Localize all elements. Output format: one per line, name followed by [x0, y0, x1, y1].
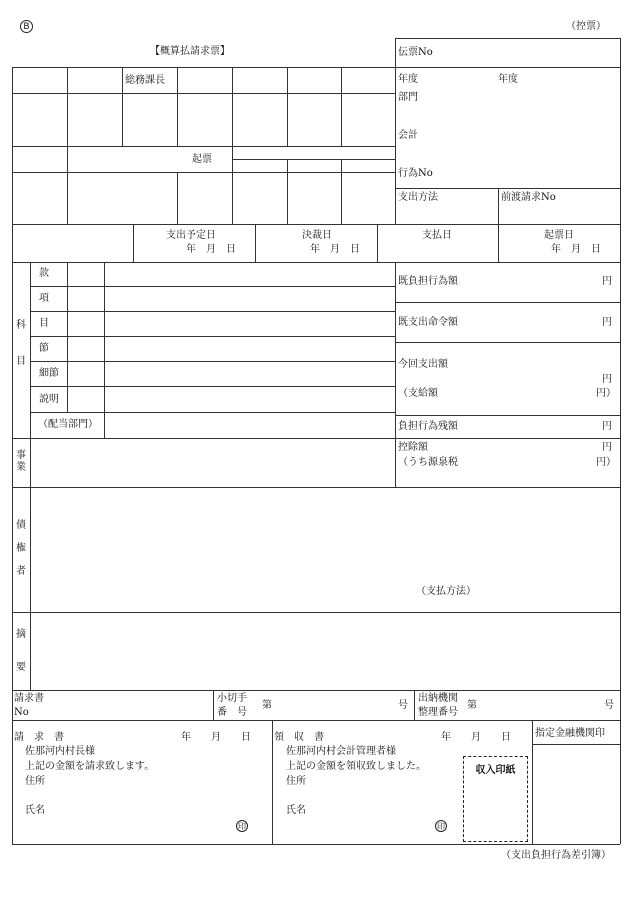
- check-no-label: 小切手: [217, 693, 247, 704]
- drafting-label: 起票: [192, 154, 212, 165]
- decision-date-label: 決裁日: [302, 230, 332, 241]
- request-no-label-2: No: [14, 707, 29, 718]
- invoice-address-label: 住所: [25, 776, 45, 787]
- receipt-title: 領 収 書: [274, 732, 324, 743]
- revenue-stamp-label: 収入印紙: [475, 765, 516, 776]
- form-title: 【概算払請求票】: [150, 46, 230, 57]
- subject-label-2: 目: [16, 356, 26, 367]
- creditor-label-2: 権: [16, 543, 26, 554]
- receipt-seal-mark: 印: [437, 822, 445, 831]
- cashier-dai: 第: [467, 700, 477, 711]
- withholding-label: （うち源泉税: [398, 457, 458, 468]
- accounting-label: 会計: [398, 130, 418, 141]
- business-label-1: 事: [16, 450, 26, 461]
- subject-row-setsu: 節: [39, 343, 49, 354]
- invoice-seal-mark: 印: [238, 822, 246, 831]
- subject-row-saisetsu: 細節: [39, 368, 59, 379]
- planned-date-ymd: 年 月 日: [186, 244, 236, 255]
- year-label: 年度: [398, 74, 418, 85]
- creditor-label-3: 者: [16, 566, 26, 577]
- draft-date-ymd: 年 月 日: [551, 244, 601, 255]
- receipt-name-label: 氏名: [286, 805, 306, 816]
- act-no-label: 行為No: [398, 168, 433, 179]
- department-label: 部門: [398, 92, 418, 103]
- burden-balance-yen: 円: [602, 421, 612, 432]
- existing-order-label: 既支出命令額: [398, 317, 458, 328]
- subject-row-moku: 目: [39, 318, 49, 329]
- paid-amount-label: （支給額: [398, 388, 438, 399]
- deduction-label: 控除額: [398, 442, 428, 453]
- payment-method-label: 支出方法: [398, 192, 438, 203]
- prev-request-no-label: 前渡請求No: [501, 192, 556, 203]
- deduction-yen: 円: [602, 442, 612, 453]
- check-no-gou: 号: [398, 700, 408, 711]
- form-mark: B: [20, 20, 33, 33]
- subject-label-1: 科: [16, 320, 26, 331]
- receipt-date: 年 月 日: [441, 732, 511, 743]
- footer-label: （支出負担行為差引簿）: [501, 850, 611, 861]
- existing-burden-yen: 円: [602, 276, 612, 287]
- summary-label-2: 要: [16, 662, 26, 673]
- bank-seal-label: 指定金融機関印: [535, 728, 605, 739]
- creditor-pay-method-label: （支払方法）: [416, 586, 476, 597]
- draft-date-label: 起票日: [544, 230, 574, 241]
- existing-burden-label: 既負担行為額: [398, 276, 458, 287]
- invoice-date: 年 月 日: [181, 732, 251, 743]
- slip-no-label: 伝票No: [398, 47, 433, 58]
- payment-date-label: 支払日: [422, 230, 452, 241]
- business-label-2: 業: [16, 462, 26, 473]
- receipt-text: 上記の金額を領収致しました。: [286, 761, 426, 772]
- cashier-label-2: 整理番号: [418, 707, 458, 718]
- current-payment-yen: 円: [602, 374, 612, 385]
- request-no-label: 請求書: [14, 693, 44, 704]
- invoice-text: 上記の金額を請求致します。: [25, 761, 155, 772]
- receipt-address-label: 住所: [286, 776, 306, 787]
- burden-balance-label: 負担行為残額: [398, 421, 458, 432]
- paid-amount-yen: 円）: [596, 388, 616, 399]
- invoice-title: 請 求 書: [14, 732, 64, 743]
- check-no-dai: 第: [262, 700, 272, 711]
- invoice-addressee: 佐那河内村長様: [25, 746, 95, 757]
- general-manager-label: 総務課長: [125, 75, 165, 86]
- cashier-gou: 号: [604, 700, 614, 711]
- current-payment-label: 今回支出額: [398, 359, 448, 370]
- invoice-name-label: 氏名: [25, 805, 45, 816]
- existing-order-yen: 円: [602, 317, 612, 328]
- cashier-label: 出納機関: [418, 693, 458, 704]
- summary-label-1: 摘: [16, 629, 26, 640]
- check-no-label-2: 番 号: [217, 707, 247, 718]
- allocation-dept-label: （配当部門）: [38, 419, 98, 430]
- receipt-addressee: 佐那河内村会計管理者様: [286, 746, 396, 757]
- decision-date-ymd: 年 月 日: [310, 244, 360, 255]
- planned-date-label: 支出予定日: [166, 230, 216, 241]
- copy-label: （控票）: [566, 21, 606, 32]
- subject-row-setsumei: 説明: [39, 394, 59, 405]
- year-label-2: 年度: [498, 74, 518, 85]
- creditor-label-1: 債: [16, 520, 26, 531]
- withholding-yen: 円）: [596, 457, 616, 468]
- subject-row-kou: 項: [39, 293, 49, 304]
- subject-row-kan: 款: [39, 268, 49, 279]
